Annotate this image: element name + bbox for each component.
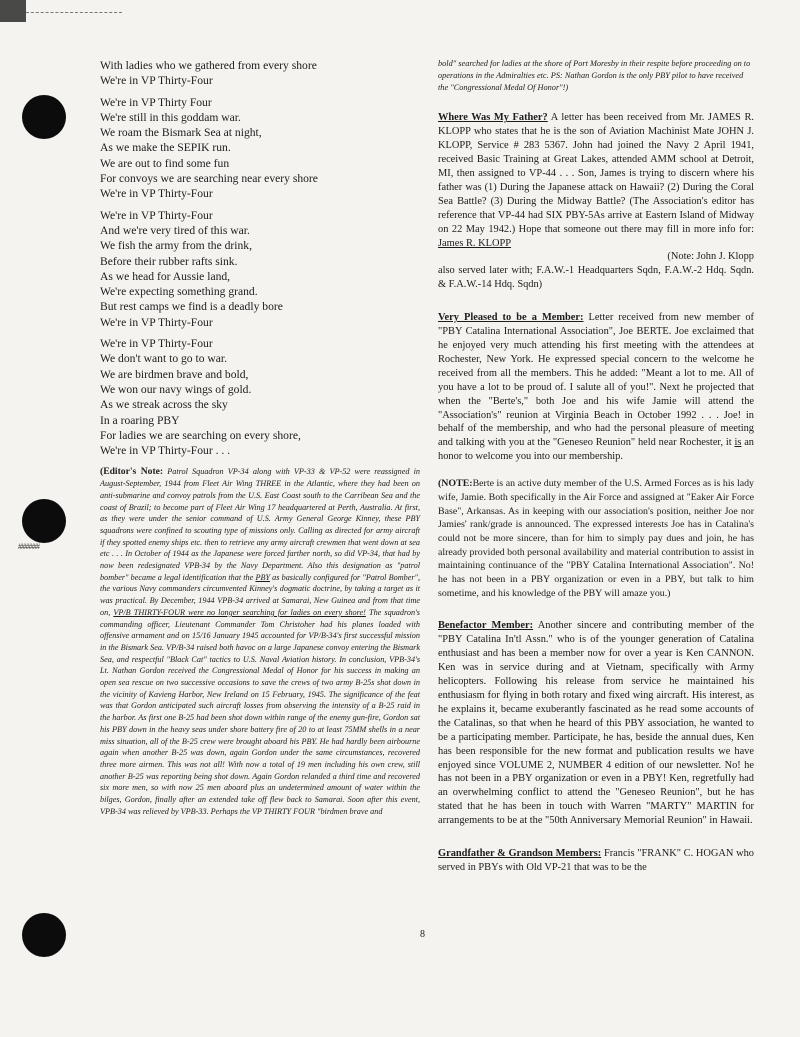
poem-line: We're in VP Thirty Four [100, 95, 212, 109]
article-benefactor [438, 619, 754, 828]
poem-line: As we make the SEPIK run. [100, 141, 231, 155]
article-heading: Where Was My Father? [438, 112, 548, 124]
editors-note-lead: (Editor's Note: [100, 466, 164, 478]
editors-note-text: Patrol Squadron VP-34 along with VP-33 & VP-52 were reassigned in August-September, 1944 from Fleet Air Wing THREE in the Atlantic, where they had been on anti-submarine and convoy patrols from the U.S. East Coast south to the Carribean Sea and the coast of Brazil; to become part of Fleet Air Wing 17 headquartered at Perth, Australia. At first, as they were under the senior command of U.S. Army General George Kinney, these PBY squadrons were confined to scouting type of missions only. Calling as directed for army aircraft if they spotted enemy ships etc. then to retrieve any army aircraft crewmen that went down at sea etc . . . In October of 1944 as the Japanese were forced farther north, so did VP-34, that had by now been redesignated VPB-34 by the Navy Department. Also this designation as "patrol bomber" became a legal identification that the [100, 467, 420, 582]
article-body: Francis "FRANK" C. HOGAN who served in PBYs with Old VP-21 that was to be the [438, 848, 755, 873]
poem-line: For convoys we are searching near every shore [100, 172, 318, 186]
poem-stanza [100, 208, 420, 330]
corner-mark [0, 0, 26, 22]
editors-note-continued: bold" searched for ladies at the shore of Port Moresby in their respite before proceeding on to operations in the Admiralties etc. PS: Nathan Gordon is the only PBY pilot to have received the "Congressional Medal Of Honor"!) [438, 59, 751, 92]
poem-line: We roam the Bismark Sea at night, [100, 126, 262, 140]
poem-line: We're in VP Thirty-Four . . . [100, 444, 231, 458]
article-grandfather [438, 847, 754, 875]
poem-line: We're still in this goddam war. [100, 110, 241, 124]
editors-note-text: The squadron's commanding officer, Lieutenant Commander Tom Christoher had his planes loaded with offensive armament and on 15/16 January 1945 accounted for VP/B-34's first successful mission in the Bismark Sea. VP/B-34 raised both havoc on a large Japanese convoy entering the Bismark Sea, and respectful "Black Cat" tactics to U.S. Naval Aviation history. In conclusion, VPB-34's Lt. Nathan Gordon received the Congressional Medal of Honor for his success in making an open sea rescue on two successive occasions to save the crews of two army B-25s shot down in the vicinity of Kavieng Harbor, New Ireland on 15 February, 1945. The significance of the feat was that Gordon anticipated such aircraft losses from observing the intensity of a B-25 raid in the harbor. As first one B-25 had been shot down within range of the enemy gun-fire, Gordon sat his PBY down in the heavy seas under shore battery fire of 20 to at least 75MM shells in a near miss situation, all of the B-25 crew were brought aboard his PBY. He had hardly been airbourne again when another B-25 was down, again Gordon under the same circumstances, recovered three more airmen. This was not all! With now a total of 19 men including his own crew, still another B-25 was reporting being shot down. Again Gordon relanded a third time and recovered six more men, so with now 25 men aboard plus an undetermined amount of water within the bilges, Gordon, finally after an extended take off flew back to Samarai. Soon after this event, VPB-34 was relieved by VPB-33. Perhaps the VP THIRTY FOUR "birdmen brave and [100, 607, 420, 816]
page-number: 8 [420, 929, 425, 940]
binder-hole [22, 499, 66, 543]
article-body: Letter received from new member of "PBY Catalina International Association", Joe BERTE. Joe exclaimed that he enjoyed very much attending his first meeting with the attendees at Rochester, New York. He expressed special concern to the welcome he received from all the members. This he added: "Meant a lot to me. All of you have a lot to be proud of. I salute all of you!". Next he projected that when the "Berte's," both Joe and his wife Jamie will attend the "Association's" reunion at Virginia Beach in October 1992 . . . Joe! in behalf of the membership, and who had the personal pleasure of meeting and talking with you at the "Geneseo Reunion" held near Rochester, it [438, 312, 754, 449]
poem-line: We won our navy wings of gold. [100, 382, 252, 396]
poem-line: We're in VP Thirty-Four [100, 315, 213, 329]
poem-line: As we head for Aussie land, [100, 269, 231, 283]
editors-note-underlined: PBY [255, 572, 271, 582]
article-heading: Grandfather & Grandson Members: [438, 848, 602, 860]
margin-stamp: ####### [18, 542, 39, 551]
poem-line: As we streak across the sky [100, 398, 228, 412]
article-heading: Very Pleased to be a Member: [438, 312, 584, 324]
article-underlined: is [734, 437, 742, 449]
editors-note-text: as basically configured for "Patrol Bomber", the various Navy commanders circumvented Kinney's dogmatic doctrine, by taking a target as it was practical. By December, 1944 VPB-34 arrived at Samarai, New Guinea and from that time on, [100, 572, 421, 617]
note-text: Berte is an active duty member of the U.S. Armed Forces as is his lady wife, Jamie. Both specifically in the Air Force and assigned at "Eaker Air Force Base", Arkansas. As in keeping with our association's position, neither Joe nor Jamies' rank/grade is announced. The expressed interests Joe has in Catalina's could not be more sincere, than for him to simply pay dues and join, he has already provided both personal availability and material contribution to assist in maintaining continuance of the "PBY Catalina International Association". No! he has not been in a PBY organization or even in a PBY, but talk to him sometime, and his knowledge of the PBY will amaze you.) [438, 478, 754, 599]
article-body: A letter has been received from Mr. JAMES R. KLOPP who states that he is the son of Aviation Machinist Mate JOHN J. KLOPP, Service # 283 5367. John had joined the Navy 2 April 1941, received Basic Training at Great Lakes, attended AMM school at Detroit, MI, then assigned to VP-44 . . . Son, James is trying to discern where his father was (1) During the Japanese attack on Hawaii? (2) During the Coral Sea Battle? (3) During the Midway Battle? (The Association's editor has reference that VP-44 had SIX PBY-5As arrive at Eastern Island of Midway on 22 May 1942.) Hope that someone out there may fill in more info for: [438, 112, 754, 235]
poem-line: And we're very tired of this war. [100, 223, 250, 237]
poem-line: Before their rubber rafts sink. [100, 254, 238, 268]
article-member [438, 311, 754, 464]
contact-name: James R. KLOPP [438, 237, 512, 249]
binder-hole [22, 95, 66, 139]
article-note: (Note: John J. Klopp [667, 251, 754, 263]
poem-stanza [100, 58, 420, 89]
top-rule [26, 12, 122, 14]
right-column [438, 58, 754, 894]
poem-stanza [100, 95, 420, 202]
poem-line: With ladies who we gathered from every shore [100, 59, 317, 72]
article-note-block [438, 477, 754, 600]
poem-stanza [100, 336, 420, 458]
poem-line: We're in VP Thirty-Four [100, 208, 213, 222]
poem-line: We're in VP Thirty-Four [100, 187, 213, 201]
article-heading: Benefactor Member: [438, 620, 534, 632]
article-father [438, 111, 754, 292]
poem-line: But rest camps we find is a deadly bore [100, 300, 283, 314]
poem-line: For ladies we are searching on every shore, [100, 428, 301, 442]
poem-line: In a roaring PBY [100, 413, 180, 427]
poem-line: We're in VP Thirty-Four [100, 337, 213, 351]
poem-line: We are birdmen brave and bold, [100, 367, 249, 381]
poem-line: We're expecting something grand. [100, 285, 258, 299]
editors-note [100, 466, 420, 817]
note-lead: (NOTE: [438, 478, 473, 490]
article-body: Another sincere and contributing member of the "PBY Catalina In'tl Assn." who is of the younger generation of Catalina enthusiast and has been a member now for over a year is Ken CANNON. Ken was in service during and at Vietnam, specifically with Army helicopters. Following his release from service he maintained his enthusiasm for flying in both rotary and fixed wing aircraft. His interest, as he explains it, became exuberantly fascinated as he read some accounts of the Catalinas, so that when he heard of this PBY association, he wanted to be a participating member. Participate, he has, beside the annual dues, Ken has been responsible for the new format and publication results we have enjoyed since VOLUME 2, NUMBER 4 edition of our newsletter. No! he has not been in a PBY organization or even in a PBY! Ken, regretfully had an overwhelming conflict to attend the "Geneseo Reunion", but he has stated that he has been in touch with Warren "MARTY" MARTIN for arrangements to be at the "50th Anniversary Memorial Reunion" in Hawaii. [438, 620, 754, 827]
binder-hole [22, 913, 66, 957]
article-body: an honor to welcome you into our membership. [438, 437, 754, 463]
poem-line: We don't want to go to war. [100, 352, 228, 366]
poem-line: We fish the army from the drink, [100, 239, 252, 253]
editors-note-underlined: VP/B THIRTY-FOUR were no longer searching for ladies on every shore! [113, 607, 366, 617]
article-body: also served later with; F.A.W.-1 Headquarters Sqdn, F.A.W.-2 Hdq. Sqdn. & F.A.W.-14 Hdq. Sqdn) [438, 265, 754, 291]
left-column [100, 58, 420, 818]
poem-line: We're in VP Thirty-Four [100, 74, 213, 88]
poem-line: We are out to find some fun [100, 156, 230, 170]
